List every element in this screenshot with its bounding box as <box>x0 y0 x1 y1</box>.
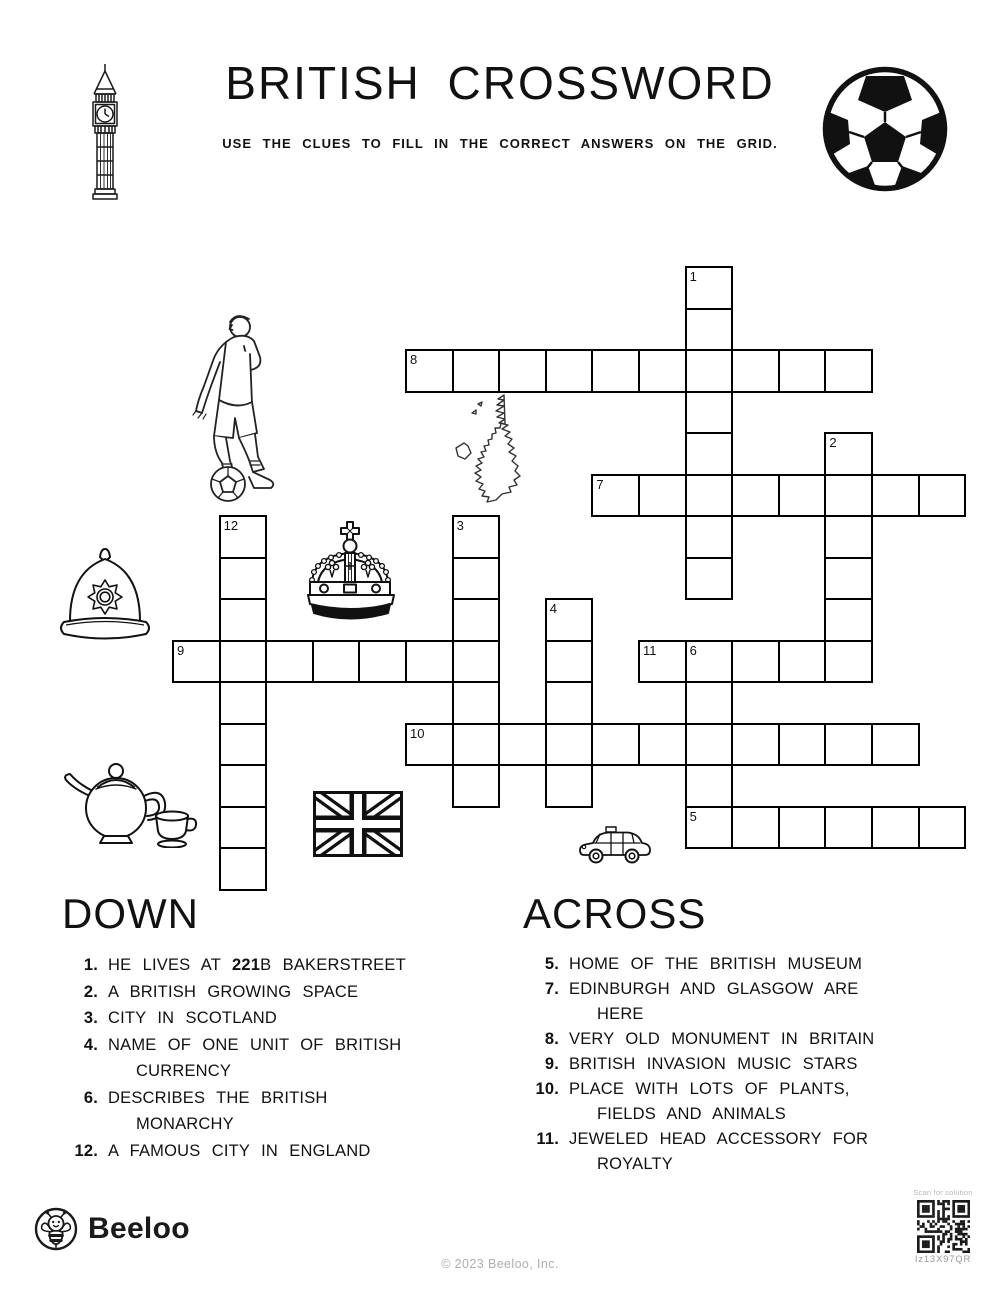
grid-cell[interactable] <box>172 640 221 684</box>
grid-cell[interactable] <box>638 723 687 767</box>
grid-cell[interactable] <box>871 474 920 518</box>
grid-cell[interactable] <box>219 640 268 684</box>
clue-text: BRITISH INVASION MUSIC STARS <box>569 1055 858 1073</box>
grid-cell[interactable] <box>498 349 547 393</box>
grid-cell[interactable] <box>685 681 734 725</box>
cell-number: 1 <box>689 269 697 284</box>
grid-cell[interactable] <box>545 349 594 393</box>
grid-cell[interactable] <box>731 640 780 684</box>
grid-cell[interactable] <box>871 723 920 767</box>
clue-item <box>62 1005 492 1032</box>
grid-cell[interactable] <box>685 557 734 601</box>
grid-cell[interactable] <box>405 640 454 684</box>
clue-number: 6. <box>83 1088 98 1107</box>
cell-number: 10 <box>410 725 425 741</box>
grid-cell[interactable] <box>918 806 967 850</box>
grid-cell[interactable] <box>824 515 873 559</box>
clue-item <box>523 1077 983 1127</box>
grid-cell[interactable] <box>219 723 268 767</box>
grid-cell[interactable] <box>358 640 407 684</box>
clue-item <box>62 979 492 1006</box>
clue-text: NAME OF ONE UNIT OF BRITISH CURRENCY <box>108 1035 402 1080</box>
clue-text: CITY IN SCOTLAND <box>108 1009 278 1027</box>
clue-item <box>62 1085 492 1138</box>
grid-cell[interactable] <box>824 723 873 767</box>
bee-logo-icon <box>34 1207 78 1251</box>
clue-number: 2. <box>83 982 98 1001</box>
grid-cell[interactable] <box>685 266 734 310</box>
clue-number: 12. <box>74 1141 98 1160</box>
clue-text: EDINBURGH AND GLASGOW ARE HERE <box>569 980 859 1023</box>
grid-cell[interactable] <box>871 806 920 850</box>
clue-text: DESCRIBES THE BRITISH MONARCHY <box>108 1088 328 1133</box>
grid-cell[interactable] <box>219 806 268 850</box>
grid-cell[interactable] <box>405 723 454 767</box>
teapot-icon <box>60 760 200 848</box>
soccer-ball-icon <box>818 60 952 198</box>
clue-item <box>523 952 983 977</box>
grid-cell[interactable] <box>219 515 268 559</box>
footballer-icon <box>192 312 292 507</box>
grid-cell[interactable] <box>824 349 873 393</box>
clue-text: A BRITISH GROWING SPACE <box>108 982 359 1001</box>
grid-cell[interactable] <box>452 640 501 684</box>
cell-number: 11 <box>643 642 657 658</box>
cell-number: 6 <box>689 642 697 658</box>
grid-cell[interactable] <box>824 598 873 642</box>
grid-cell[interactable] <box>778 474 827 518</box>
clue-number: 10. <box>535 1080 559 1098</box>
grid-cell[interactable] <box>824 640 873 684</box>
qr-code-text: Iz13X97QR <box>914 1254 972 1265</box>
copyright-text: © 2023 Beeloo, Inc. <box>441 1257 559 1271</box>
down-clue-list <box>62 952 492 1164</box>
clue-item <box>523 1027 983 1052</box>
grid-cell[interactable] <box>731 723 780 767</box>
qr-caption: Scan for solution <box>913 1188 973 1197</box>
grid-cell[interactable] <box>591 474 640 518</box>
brand-name: Beeloo <box>88 1212 190 1245</box>
grid-cell[interactable] <box>685 308 734 352</box>
grid-cell[interactable] <box>545 764 594 808</box>
clue-number: 11. <box>536 1130 559 1148</box>
grid-cell[interactable] <box>824 432 873 476</box>
grid-cell[interactable] <box>685 806 734 850</box>
grid-cell[interactable] <box>731 474 780 518</box>
cell-number: 12 <box>223 518 239 533</box>
grid-cell[interactable] <box>824 474 873 518</box>
clue-item <box>523 977 983 1027</box>
clue-text: A FAMOUS CITY IN ENGLAND <box>108 1141 371 1160</box>
clue-number: 4. <box>83 1035 98 1054</box>
grid-cell[interactable] <box>452 723 501 767</box>
grid-cell[interactable] <box>545 640 594 684</box>
grid-cell[interactable] <box>918 474 967 518</box>
grid-cell[interactable] <box>219 681 268 725</box>
brand-logo <box>34 1207 190 1251</box>
grid-cell[interactable] <box>545 723 594 767</box>
grid-cell[interactable] <box>731 349 780 393</box>
grid-cell[interactable] <box>778 640 827 684</box>
crown-icon <box>302 520 400 624</box>
clue-text: VERY OLD MONUMENT IN BRITAIN <box>569 1030 875 1048</box>
grid-cell[interactable] <box>824 806 873 850</box>
grid-cell[interactable] <box>778 723 827 767</box>
grid-cell[interactable] <box>591 723 640 767</box>
cell-number: 2 <box>829 435 837 450</box>
grid-cell[interactable] <box>545 681 594 725</box>
grid-cell[interactable] <box>219 598 268 642</box>
grid-cell[interactable] <box>219 764 268 808</box>
grid-cell[interactable] <box>638 349 687 393</box>
grid-cell[interactable] <box>685 764 734 808</box>
clue-item <box>62 952 492 979</box>
grid-cell[interactable] <box>452 557 501 601</box>
clue-item <box>523 1052 983 1077</box>
uk-map-icon <box>452 393 534 508</box>
clue-number: 1. <box>83 956 98 974</box>
clue-number: 3. <box>83 1009 98 1027</box>
grid-cell[interactable] <box>452 515 501 559</box>
grid-cell[interactable] <box>452 349 501 393</box>
clue-text: HOME OF THE BRITISH MUSEUM <box>569 955 863 973</box>
grid-cell[interactable] <box>778 349 827 393</box>
page-subtitle: USE THE CLUES TO FILL IN THE CORRECT ANSWERS ON THE GRID. <box>222 136 778 151</box>
grid-cell[interactable] <box>312 640 361 684</box>
grid-cell[interactable] <box>685 474 734 518</box>
page-title: BRITISH CROSSWORD <box>225 57 775 109</box>
grid-cell[interactable] <box>685 640 734 684</box>
cell-number: 4 <box>549 601 558 616</box>
cell-number: 8 <box>410 352 418 367</box>
clue-number: 8. <box>544 1030 559 1048</box>
black-cab-icon <box>576 826 654 868</box>
grid-cell[interactable] <box>731 806 780 850</box>
cell-number: 3 <box>456 518 464 533</box>
grid-cell[interactable] <box>545 598 594 642</box>
union-jack-icon <box>313 791 403 857</box>
grid-cell[interactable] <box>685 391 734 435</box>
across-clues-section <box>523 890 983 1177</box>
grid-cell[interactable] <box>685 515 734 559</box>
cell-number: 7 <box>596 476 604 492</box>
grid-cell[interactable] <box>452 764 501 808</box>
grid-cell[interactable] <box>265 640 314 684</box>
cell-number: 5 <box>689 808 697 824</box>
clue-text: HE LIVES AT 221B BAKERSTREET <box>108 956 406 974</box>
grid-cell[interactable] <box>638 474 687 518</box>
grid-cell[interactable] <box>452 681 501 725</box>
grid-cell[interactable] <box>219 557 268 601</box>
grid-cell[interactable] <box>452 598 501 642</box>
grid-cell[interactable] <box>685 349 734 393</box>
grid-cell[interactable] <box>685 723 734 767</box>
across-heading: ACROSS <box>523 890 707 937</box>
clue-item <box>62 1138 492 1165</box>
grid-cell[interactable] <box>591 349 640 393</box>
grid-cell[interactable] <box>498 723 547 767</box>
clue-number: 9. <box>544 1055 559 1073</box>
grid-cell[interactable] <box>219 847 268 891</box>
clue-text: JEWELED HEAD ACCESSORY FOR ROYALTY <box>569 1130 869 1173</box>
across-clue-list <box>523 952 983 1177</box>
grid-cell[interactable] <box>778 806 827 850</box>
clue-item <box>523 1127 983 1177</box>
qr-code <box>917 1200 970 1253</box>
clue-number: 5. <box>544 955 559 973</box>
qr-block <box>904 1188 982 1265</box>
down-heading: DOWN <box>62 890 199 937</box>
clue-item <box>62 1032 492 1085</box>
grid-cell[interactable] <box>638 640 687 684</box>
down-clues-section <box>62 890 492 1164</box>
grid-cell[interactable] <box>685 432 734 476</box>
cell-number: 9 <box>177 642 185 658</box>
grid-cell[interactable] <box>824 557 873 601</box>
police-helmet-icon <box>58 542 152 646</box>
grid-cell[interactable] <box>405 349 454 393</box>
clue-text: PLACE WITH LOTS OF PLANTS, FIELDS AND ANIMALS <box>569 1080 850 1123</box>
clue-number: 7. <box>544 980 559 998</box>
